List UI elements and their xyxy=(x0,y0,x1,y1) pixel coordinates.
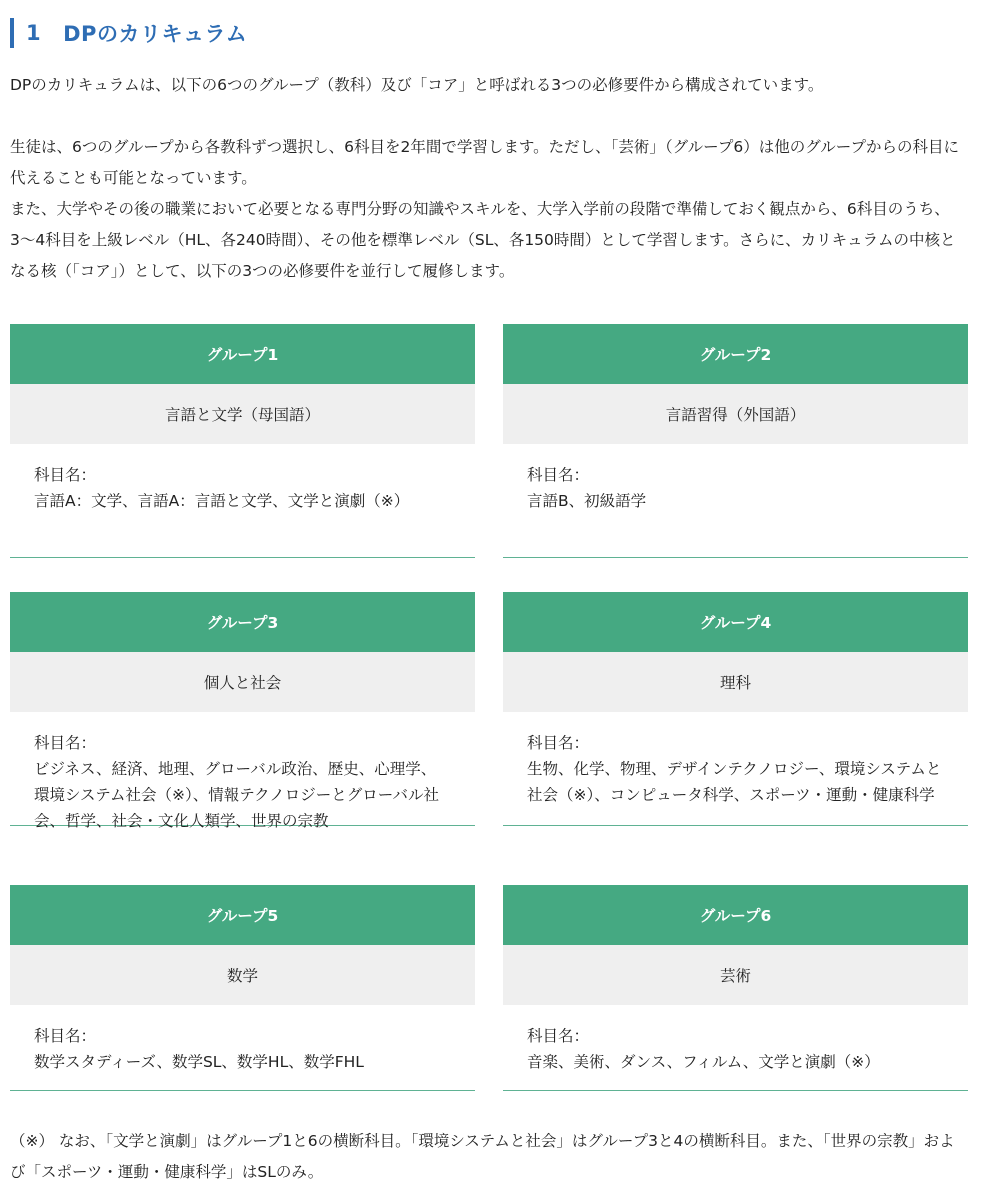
group-name: 言語と文学（母国語） xyxy=(10,384,475,444)
group-name: 言語習得（外国語） xyxy=(503,384,968,444)
group-card-4 xyxy=(503,592,968,826)
section-title: DPのカリキュラム xyxy=(63,22,248,46)
group-card-2 xyxy=(503,324,968,558)
subject-list: 数学スタディーズ、数学SL、数学HL、数学FHL xyxy=(34,1053,364,1071)
subject-label: 科目名： xyxy=(527,1027,590,1045)
description-paragraph: 生徒は、6つのグループから各教科ずつ選択し、6科目を2年間で学習します。ただし、「芸術」（グループ6）は他のグループからの科目に代えることも可能となっています。 また、大学やその後の職業において必要となる専門分野の知識やスキルを、大学入学前の段階で準備しておく観点から、6科目のうち、3〜4科目を上級レベル（HL、各240時間）、その他を標準レベル（SL、各150時間）として学習します。さらに、カリキュラムの中核となる核（「コア」）として、以下の3つの必修要件を並行して履修します。 xyxy=(10,138,959,280)
intro-paragraph: DPのカリキュラムは、以下の6つのグループ（教科）及び「コア」と呼ばれる3つの必修要件から構成されています。 xyxy=(10,76,824,94)
group-name: 個人と社会 xyxy=(10,652,475,712)
subject-list: 音楽、美術、ダンス、フィルム、文学と演劇（※） xyxy=(527,1053,880,1071)
group-subjects xyxy=(10,444,475,514)
subject-list: 言語A：文学、言語A：言語と文学、文学と演劇（※） xyxy=(34,492,410,510)
group-title: グループ6 xyxy=(503,885,968,945)
section-number: 1 xyxy=(26,21,42,45)
group-title: グループ4 xyxy=(503,592,968,652)
subject-list: ビジネス、経済、地理、グローバル政治、歴史、心理学、環境システム社会（※）、情報テクノロジーとグローバル社会、哲学、社会・文化人類学、世界の宗教 xyxy=(34,760,439,830)
group-subjects xyxy=(10,712,475,834)
group-title: グループ2 xyxy=(503,324,968,384)
subject-label: 科目名： xyxy=(34,734,97,752)
subject-label: 科目名： xyxy=(527,734,590,752)
group-name: 数学 xyxy=(10,945,475,1005)
subject-list: 生物、化学、物理、デザインテクノロジー、環境システムと社会（※）、コンピュータ科学、スポーツ・運動・健康科学 xyxy=(527,760,942,804)
group-card-6 xyxy=(503,885,968,1091)
subject-list: 言語B、初級語学 xyxy=(527,492,647,510)
group-name: 芸術 xyxy=(503,945,968,1005)
group-title: グループ1 xyxy=(10,324,475,384)
group-title: グループ3 xyxy=(10,592,475,652)
group-subjects xyxy=(10,1005,475,1075)
subject-label: 科目名： xyxy=(527,466,590,484)
group-subjects xyxy=(503,1005,968,1075)
footnote: （※） なお、「文学と演劇」はグループ1と6の横断科目。「環境システムと社会」はグループ3と4の横断科目。また、「世界の宗教」および「スポーツ・運動・健康科学」はSLのみ。 xyxy=(10,1132,955,1181)
group-subjects xyxy=(503,444,968,514)
group-card-1 xyxy=(10,324,475,558)
group-card-5 xyxy=(10,885,475,1091)
group-title: グループ5 xyxy=(10,885,475,945)
section-heading xyxy=(10,18,247,48)
subject-label: 科目名： xyxy=(34,1027,97,1045)
group-name: 理科 xyxy=(503,652,968,712)
group-subjects xyxy=(503,712,968,808)
subject-label: 科目名： xyxy=(34,466,97,484)
group-card-3 xyxy=(10,592,475,830)
